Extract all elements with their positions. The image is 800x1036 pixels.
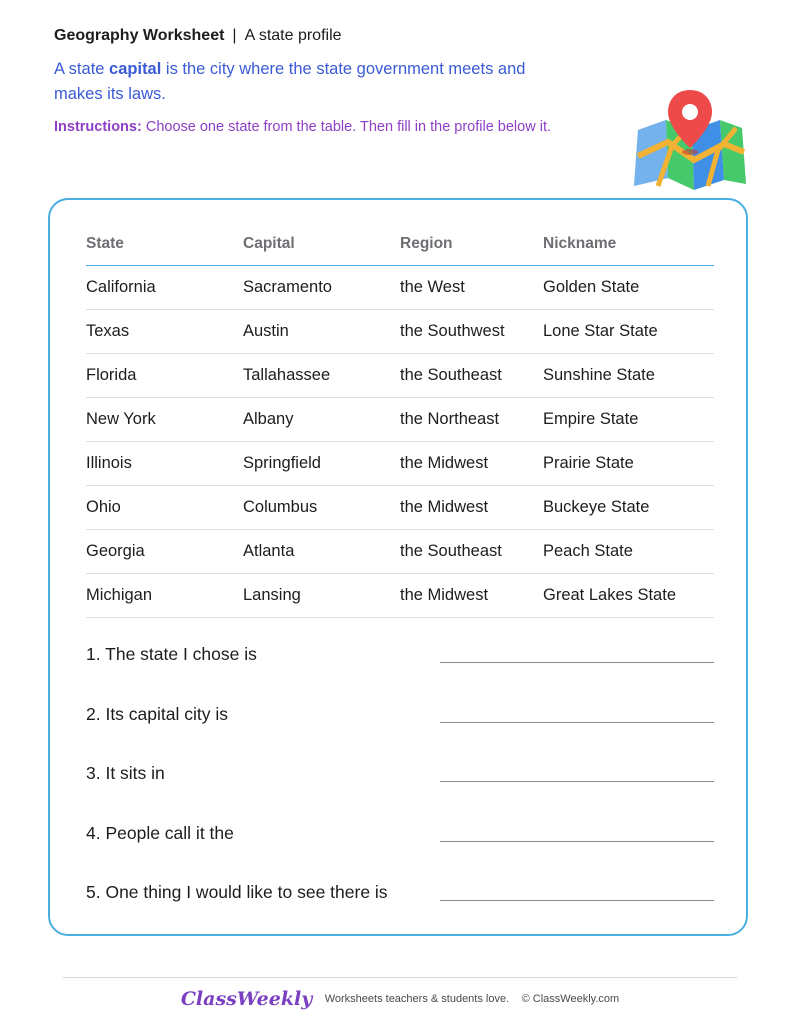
worksheet-header [54,27,342,45]
table-row [86,442,714,486]
table-cell: the Northeast [400,410,500,428]
table-cell: Atlanta [243,542,295,560]
answer-line[interactable] [440,841,714,842]
table-cell: the Southwest [400,322,505,340]
column-header: Region [400,235,453,252]
table-cell: the Midwest [400,498,489,516]
table-cell: Empire State [543,410,639,428]
table-row [86,486,714,530]
prompt-text: 2. Its capital city is [86,703,228,724]
table-cell: Florida [86,366,137,384]
profile-prompt-5 [86,858,714,918]
table-cell: Great Lakes State [543,586,676,604]
footer-tagline: Worksheets teachers & students love. [324,993,510,1005]
table-cell: Prairie State [543,454,634,472]
table-cell: Buckeye State [543,498,650,516]
table-row [86,354,714,398]
table-cell: Lone Star State [543,322,658,340]
column-header: Capital [243,235,295,252]
intro-definition [54,57,574,107]
table-cell: the Midwest [400,586,489,604]
brand-logo: ClassWeekly [180,988,313,1010]
table-cell: the Southeast [400,366,502,384]
instructions-text: Choose one state from the table. Then fill in the profile below it. [141,119,551,135]
table-cell: Illinois [86,454,132,472]
table-row [86,310,714,354]
folded-map-with-pin-icon [628,86,748,192]
table-cell: New York [86,410,156,428]
intro-term: capital [109,60,162,78]
prompt-text: 4. People call it the [86,822,234,843]
profile-prompt-1 [86,620,714,680]
table-cell: Springfield [243,454,321,472]
table-cell: California [86,278,156,296]
table-cell: Texas [86,322,130,340]
footer-divider [63,977,737,978]
table-cell: Albany [243,410,294,428]
profile-prompt-2 [86,680,714,740]
table-cell: Peach State [543,542,633,560]
footer [0,988,800,1010]
table-cell: Austin [243,322,289,340]
profile-prompt-3 [86,739,714,799]
table-cell: Ohio [86,498,121,516]
worksheet-title: Geography Worksheet [54,27,225,44]
table-row [86,530,714,574]
prompt-text: 1. The state I chose is [86,644,257,664]
table-cell: Tallahassee [243,366,331,384]
table-cell: Lansing [243,586,301,604]
title-separator: | [232,27,237,44]
intro-rest: is the city where the state government meets and makes its laws. [54,60,526,103]
instructions [54,119,551,135]
table-row [86,398,714,442]
table-cell: Sunshine State [543,366,655,384]
answer-line[interactable] [440,662,714,663]
table-header-row [86,222,714,266]
answer-line[interactable] [440,781,714,782]
table-cell: Sacramento [243,278,332,296]
states-table [86,222,714,618]
table-row [86,574,714,618]
footer-copyright: © ClassWeekly.com [521,993,620,1005]
table-cell: Michigan [86,586,153,604]
table-row [86,266,714,310]
column-header: State [86,235,124,252]
worksheet-subtitle: A state profile [244,27,342,44]
table-cell: the West [400,278,465,296]
answer-line[interactable] [440,722,714,723]
table-cell: Georgia [86,542,145,560]
profile-prompt-4 [86,799,714,859]
column-header: Nickname [543,235,617,252]
instructions-label: Instructions: [54,119,142,135]
worksheet-card [48,198,748,936]
intro-lead: A state [54,60,110,78]
table-cell: Columbus [243,498,318,516]
table-cell: the Southeast [400,542,502,560]
table-cell: Golden State [543,278,640,296]
prompt-text: 3. It sits in [86,763,165,783]
profile-prompts [86,620,714,918]
answer-line[interactable] [440,900,714,901]
table-cell: the Midwest [400,454,489,472]
prompt-text: 5. One thing I would like to see there is [86,882,388,902]
